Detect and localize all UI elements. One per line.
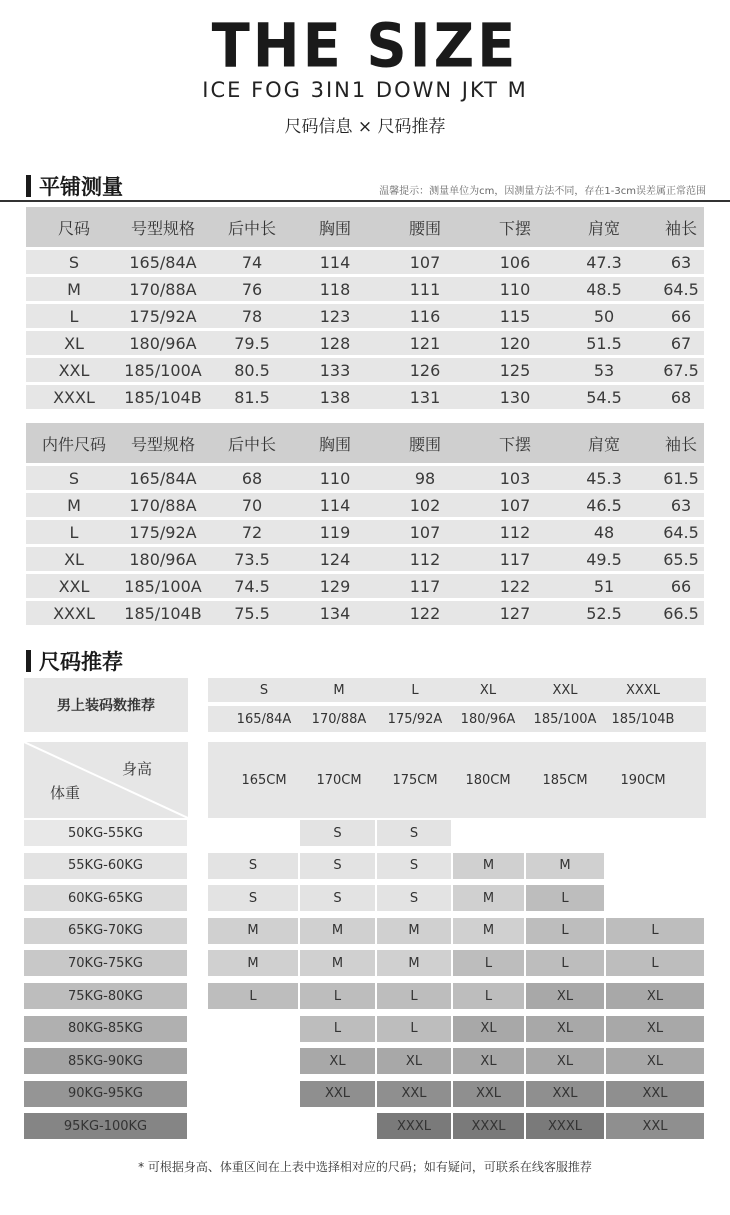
table-cell: XXL <box>26 358 122 382</box>
table-row <box>26 385 704 409</box>
table-cell: 68 <box>658 385 704 409</box>
spec-label: 180/96A <box>460 711 516 727</box>
height-weight-header <box>24 742 188 818</box>
table-cell: 125 <box>480 358 550 382</box>
table-cell: M <box>26 493 122 517</box>
table-cell: 185/100A <box>122 358 204 382</box>
table-cell: 123 <box>300 304 370 328</box>
table-row <box>26 250 704 274</box>
table-cell: 107 <box>480 493 550 517</box>
size-label: M <box>333 682 345 698</box>
recommended-size-cell: S <box>377 820 451 846</box>
table-cell: 180/96A <box>122 331 204 355</box>
recommended-size-cell: S <box>300 853 375 879</box>
table-cell: 112 <box>480 520 550 544</box>
table-cell: 122 <box>480 574 550 598</box>
weight-range-label: 60KG-65KG <box>24 885 187 911</box>
table-row <box>26 574 704 598</box>
recommended-size-cell: XXXL <box>526 1113 604 1139</box>
table-cell: 73.5 <box>204 547 300 571</box>
height-axis-label: 身高 <box>122 760 153 778</box>
table-cell: XXXL <box>26 385 122 409</box>
table-cell: 138 <box>300 385 370 409</box>
inner-size-table <box>26 420 704 628</box>
recommended-size-cell: XL <box>606 1048 704 1074</box>
table-cell: 106 <box>480 250 550 274</box>
table-cell: 185/104B <box>122 601 204 625</box>
table-row <box>26 466 704 490</box>
table-cell: 66 <box>658 304 704 328</box>
column-header: 号型规格 <box>122 207 204 247</box>
table-cell: 64.5 <box>658 277 704 301</box>
table-cell: 70 <box>204 493 300 517</box>
table-cell: 81.5 <box>204 385 300 409</box>
table-cell: 53 <box>550 358 658 382</box>
table-row <box>26 358 704 382</box>
table-cell: 117 <box>370 574 480 598</box>
page-title: THE SIZE <box>211 11 519 82</box>
recommended-size-cell: L <box>377 1016 451 1042</box>
recommended-size-cell: XL <box>453 1048 524 1074</box>
table-cell: 67.5 <box>658 358 704 382</box>
table-cell: 115 <box>480 304 550 328</box>
table-cell: 72 <box>204 520 300 544</box>
table-cell: S <box>26 250 122 274</box>
table-cell: 48 <box>550 520 658 544</box>
measure-section-heading <box>26 171 123 201</box>
recommend-label: 男上装码数推荐 <box>24 678 188 732</box>
recommend-section-heading <box>26 646 123 676</box>
table-cell: 54.5 <box>550 385 658 409</box>
diagonal-line <box>24 742 188 818</box>
recommended-size-cell: XXL <box>453 1081 524 1107</box>
recommended-size-cell: L <box>300 1016 375 1042</box>
recommended-size-cell: S <box>377 853 451 879</box>
table-cell: XXL <box>26 574 122 598</box>
column-header: 腰围 <box>370 207 480 247</box>
table-cell: 64.5 <box>658 520 704 544</box>
weight-range-label: 85KG-90KG <box>24 1048 187 1074</box>
table-cell: 66 <box>658 574 704 598</box>
table-cell: 74 <box>204 250 300 274</box>
table-cell: XL <box>26 331 122 355</box>
table-cell: 175/92A <box>122 304 204 328</box>
spec-label: 185/100A <box>533 711 597 727</box>
height-label: 185CM <box>542 772 588 788</box>
recommended-size-cell: XL <box>377 1048 451 1074</box>
table-cell: 63 <box>658 250 704 274</box>
table-row <box>26 304 704 328</box>
recommended-size-cell: XL <box>606 983 704 1009</box>
footer-note: * 可根据身高、体重区间在上表中选择相对应的尺码；如有疑问，可联系在线客服推荐 <box>138 1160 592 1174</box>
table-cell: 110 <box>300 466 370 490</box>
measure-section-title: 平铺测量 <box>39 175 123 199</box>
outer-size-table <box>26 204 704 412</box>
table-cell: 116 <box>370 304 480 328</box>
recommended-size-cell: XL <box>526 1016 604 1042</box>
recommended-size-cell: M <box>526 853 604 879</box>
recommended-size-cell: XXXL <box>453 1113 524 1139</box>
table-cell: 131 <box>370 385 480 409</box>
table-cell: 74.5 <box>204 574 300 598</box>
table-row <box>26 493 704 517</box>
table-row <box>26 520 704 544</box>
column-header: 后中长 <box>204 207 300 247</box>
column-header: 下摆 <box>480 423 550 463</box>
recommended-size-cell: M <box>377 950 451 976</box>
table-cell: 103 <box>480 466 550 490</box>
recommended-size-cell: L <box>453 950 524 976</box>
size-label: XXL <box>552 682 578 698</box>
table-cell: 45.3 <box>550 466 658 490</box>
table-cell: 49.5 <box>550 547 658 571</box>
height-label: 190CM <box>620 772 666 788</box>
table-cell: 110 <box>480 277 550 301</box>
column-header: 胸围 <box>300 207 370 247</box>
table-cell: 126 <box>370 358 480 382</box>
weight-range-label: 55KG-60KG <box>24 853 187 879</box>
table-row <box>26 277 704 301</box>
table-cell: XL <box>26 547 122 571</box>
table-cell: 68 <box>204 466 300 490</box>
height-label: 175CM <box>392 772 438 788</box>
weight-range-label: 95KG-100KG <box>24 1113 187 1139</box>
table-cell: 133 <box>300 358 370 382</box>
recommended-size-cell: XXL <box>377 1081 451 1107</box>
table-cell: 114 <box>300 250 370 274</box>
recommended-size-cell: M <box>453 918 524 944</box>
recommended-size-cell: XXL <box>526 1081 604 1107</box>
table-cell: L <box>26 304 122 328</box>
divider <box>0 200 730 202</box>
table-cell: 47.3 <box>550 250 658 274</box>
recommended-size-cell: M <box>453 885 524 911</box>
table-cell: 78 <box>204 304 300 328</box>
recommended-size-cell: M <box>208 950 298 976</box>
recommended-size-cell: S <box>377 885 451 911</box>
table-cell: 111 <box>370 277 480 301</box>
recommended-size-cell: M <box>300 918 375 944</box>
weight-range-label: 90KG-95KG <box>24 1081 187 1107</box>
recommended-size-cell: L <box>526 885 604 911</box>
table-cell: M <box>26 277 122 301</box>
spec-label: 165/84A <box>236 711 292 727</box>
recommended-size-cell: L <box>526 918 604 944</box>
table-cell: 175/92A <box>122 520 204 544</box>
recommended-size-cell: L <box>453 983 524 1009</box>
table-cell: 107 <box>370 250 480 274</box>
weight-range-label: 75KG-80KG <box>24 983 187 1009</box>
column-header: 袖长 <box>658 423 704 463</box>
size-label: XXXL <box>626 682 660 698</box>
table-row <box>26 601 704 625</box>
recommended-size-cell: S <box>300 820 375 846</box>
recommended-size-cell: S <box>300 885 375 911</box>
table-cell: 128 <box>300 331 370 355</box>
column-header: 袖长 <box>658 207 704 247</box>
weight-range-label: 80KG-85KG <box>24 1016 187 1042</box>
recommended-size-cell: XL <box>453 1016 524 1042</box>
table-cell: 63 <box>658 493 704 517</box>
recommended-size-cell: L <box>606 950 704 976</box>
recommended-size-cell: S <box>208 853 298 879</box>
recommended-size-cell: XXL <box>606 1113 704 1139</box>
weight-range-label: 70KG-75KG <box>24 950 187 976</box>
size-label: L <box>411 682 419 698</box>
recommended-size-cell: XXXL <box>377 1113 451 1139</box>
table-cell: 50 <box>550 304 658 328</box>
table-header-row <box>26 423 704 463</box>
table-cell: 112 <box>370 547 480 571</box>
table-cell: S <box>26 466 122 490</box>
column-header: 号型规格 <box>122 423 204 463</box>
table-cell: 180/96A <box>122 547 204 571</box>
recommended-size-cell: S <box>208 885 298 911</box>
weight-range-label: 65KG-70KG <box>24 918 187 944</box>
recommended-size-cell: M <box>377 918 451 944</box>
table-cell: 48.5 <box>550 277 658 301</box>
table-cell: XXXL <box>26 601 122 625</box>
recommended-size-cell: L <box>208 983 298 1009</box>
table-cell: 118 <box>300 277 370 301</box>
column-header: 腰围 <box>370 423 480 463</box>
table-cell: 67 <box>658 331 704 355</box>
table-cell: 119 <box>300 520 370 544</box>
table-cell: 165/84A <box>122 466 204 490</box>
height-label: 170CM <box>316 772 362 788</box>
weight-axis-label: 体重 <box>50 784 81 802</box>
recommended-size-cell: XL <box>526 983 604 1009</box>
table-cell: L <box>26 520 122 544</box>
column-header: 下摆 <box>480 207 550 247</box>
column-header: 后中长 <box>204 423 300 463</box>
table-cell: 117 <box>480 547 550 571</box>
spec-label: 170/88A <box>311 711 367 727</box>
product-name: ICE FOG 3IN1 DOWN JKT M <box>202 78 528 102</box>
recommended-size-cell: M <box>300 950 375 976</box>
column-header: 尺码 <box>26 207 122 247</box>
size-label: S <box>259 682 269 698</box>
column-header: 肩宽 <box>550 423 658 463</box>
measure-hint: 温馨提示：测量单位为cm，因测量方法不同，存在1-3cm误差属正常范围 <box>379 186 706 197</box>
table-cell: 129 <box>300 574 370 598</box>
table-cell: 122 <box>370 601 480 625</box>
recommended-size-cell: XXL <box>606 1081 704 1107</box>
column-header: 肩宽 <box>550 207 658 247</box>
table-cell: 185/104B <box>122 385 204 409</box>
page-subtitle: 尺码信息 × 尺码推荐 <box>284 117 446 137</box>
table-cell: 124 <box>300 547 370 571</box>
table-cell: 165/84A <box>122 250 204 274</box>
table-row <box>26 331 704 355</box>
table-cell: 170/88A <box>122 493 204 517</box>
recommended-size-cell: M <box>208 918 298 944</box>
table-cell: 51 <box>550 574 658 598</box>
table-cell: 66.5 <box>658 601 704 625</box>
recommended-size-cell: XXL <box>300 1081 375 1107</box>
table-cell: 80.5 <box>204 358 300 382</box>
table-cell: 76 <box>204 277 300 301</box>
spec-label: 175/92A <box>387 711 443 727</box>
table-cell: 61.5 <box>658 466 704 490</box>
weight-range-label: 50KG-55KG <box>24 820 187 846</box>
table-cell: 107 <box>370 520 480 544</box>
recommended-size-cell: L <box>377 983 451 1009</box>
table-cell: 102 <box>370 493 480 517</box>
height-label: 165CM <box>241 772 287 788</box>
section-marker <box>26 650 31 672</box>
table-cell: 75.5 <box>204 601 300 625</box>
spec-label: 185/104B <box>611 711 675 727</box>
table-cell: 46.5 <box>550 493 658 517</box>
table-cell: 121 <box>370 331 480 355</box>
recommended-size-cell: L <box>300 983 375 1009</box>
table-cell: 185/100A <box>122 574 204 598</box>
table-cell: 65.5 <box>658 547 704 571</box>
table-cell: 98 <box>370 466 480 490</box>
column-header: 胸围 <box>300 423 370 463</box>
recommended-size-cell: L <box>526 950 604 976</box>
height-label: 180CM <box>465 772 511 788</box>
table-cell: 52.5 <box>550 601 658 625</box>
table-cell: 120 <box>480 331 550 355</box>
table-cell: 134 <box>300 601 370 625</box>
table-cell: 51.5 <box>550 331 658 355</box>
table-cell: 127 <box>480 601 550 625</box>
section-marker <box>26 175 31 197</box>
table-cell: 170/88A <box>122 277 204 301</box>
recommended-size-cell: M <box>453 853 524 879</box>
table-row <box>26 547 704 571</box>
table-header-row <box>26 207 704 247</box>
recommended-size-cell: L <box>606 918 704 944</box>
recommended-size-cell: XL <box>606 1016 704 1042</box>
recommended-size-cell: XL <box>526 1048 604 1074</box>
recommend-section-title: 尺码推荐 <box>39 650 123 674</box>
table-cell: 130 <box>480 385 550 409</box>
column-header: 内件尺码 <box>26 423 122 463</box>
recommended-size-cell: XL <box>300 1048 375 1074</box>
table-cell: 114 <box>300 493 370 517</box>
size-label: XL <box>479 682 497 698</box>
table-cell: 79.5 <box>204 331 300 355</box>
